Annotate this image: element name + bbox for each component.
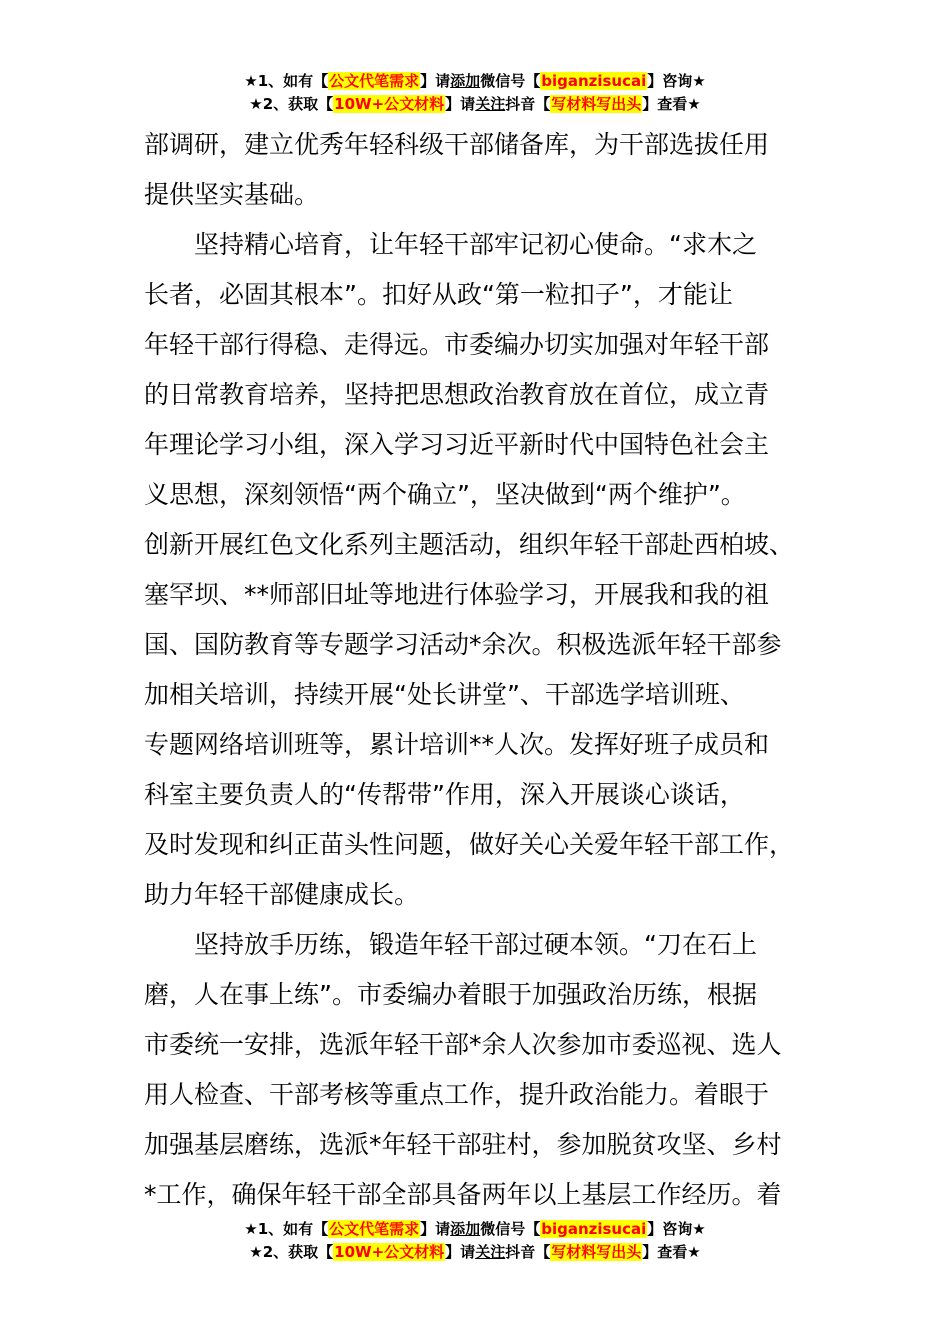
banner-highlight-wechat-id: biganzisucai [541, 1220, 647, 1238]
text-line: 磨，人在事上练”。市委编办着眼于加强政治历练，根据 [144, 980, 757, 1009]
text-line: 长者，必固其根本”。扣好从政“第一粒扣子”，才能让 [144, 280, 733, 309]
banner-text: 2、获取【 [262, 1243, 334, 1261]
banner-underlined: 添加 [450, 1220, 481, 1238]
text-line: 国、国防教育等专题学习活动*余次。积极选派年轻干部参 [144, 630, 782, 659]
banner-text: 】请 [445, 1243, 476, 1261]
paragraph-start-line: 坚持精心培育，让年轻干部牢记初心使命。“求木之 [194, 230, 757, 259]
banner-line-1 [0, 1218, 950, 1241]
banner-text: 】请 [420, 72, 451, 90]
paragraph-start-line: 坚持放手历练，锻造年轻干部过硬本领。“刀在石上 [194, 930, 757, 959]
text-line: *工作，确保年轻干部全部具备两年以上基层工作经历。着 [144, 1180, 782, 1209]
text-line: 创新开展红色文化系列主题活动，组织年轻干部赴西柏坡、 [144, 530, 795, 559]
text-line: 专题网络培训班等，累计培训**人次。发挥好班子成员和 [144, 730, 770, 759]
banner-text: 抖音【 [505, 95, 551, 113]
banner-highlight: 10W+公文材料 [334, 1243, 445, 1261]
header-banner [0, 70, 950, 116]
text-line: 及时发现和纠正苗头性问题，做好关心关爱年轻干部工作， [144, 830, 795, 859]
banner-text: 1、如有【 [257, 72, 329, 90]
banner-text: 抖音【 [505, 1243, 551, 1261]
text-line: 年轻干部行得稳、走得远。市委编办切实加强对年轻干部 [144, 330, 770, 359]
text-line: 助力年轻干部健康成长。 [144, 880, 420, 909]
text-line: 科室主要负责人的“传帮带”作用，深入开展谈心谈话， [144, 780, 745, 809]
banner-text: 】请 [445, 95, 476, 113]
star-icon: ★ [244, 1220, 258, 1238]
star-icon: ★ [692, 72, 706, 90]
banner-line-2 [0, 1241, 950, 1264]
text-line: 加相关培训，持续开展“处长讲堂”、干部选学培训班、 [144, 680, 745, 709]
text-line: 提供坚实基础。 [144, 180, 320, 209]
banner-highlight: 公文代笔需求 [329, 1220, 420, 1238]
text-line: 的日常教育培养，坚持把思想政治教育放在首位，成立青 [144, 380, 770, 409]
banner-underlined: 关注 [475, 95, 506, 113]
text-line: 加强基层磨练，选派*年轻干部驻村，参加脱贫攻坚、乡村 [144, 1130, 782, 1159]
text-line: 塞罕坝、**师部旧址等地进行体验学习，开展我和我的祖 [144, 580, 770, 609]
star-icon: ★ [249, 1243, 263, 1261]
banner-text: 】咨询 [647, 72, 693, 90]
star-icon: ★ [687, 95, 701, 113]
banner-text: 】查看 [642, 1243, 688, 1261]
star-icon: ★ [687, 1243, 701, 1261]
banner-text: 微信号【 [480, 72, 541, 90]
banner-text: 】咨询 [647, 1220, 693, 1238]
banner-line-1 [0, 70, 950, 93]
banner-highlight-douyin: 写材料写出头 [551, 1243, 642, 1261]
banner-underlined: 添加 [450, 72, 481, 90]
banner-underlined: 关注 [475, 1243, 506, 1261]
banner-text: 微信号【 [480, 1220, 541, 1238]
text-line: 部调研，建立优秀年轻科级干部储备库，为干部选拔任用 [144, 130, 770, 159]
document-body [144, 120, 809, 1220]
text-line: 用人检查、干部考核等重点工作，提升政治能力。着眼于 [144, 1080, 770, 1109]
text-line: 义思想，深刻领悟“两个确立”，坚决做到“两个维护”。 [144, 480, 746, 509]
banner-text: 2、获取【 [262, 95, 334, 113]
text-line: 市委统一安排，选派年轻干部*余人次参加市委巡视、选人 [144, 1030, 782, 1059]
footer-banner [0, 1218, 950, 1264]
text-line: 年理论学习小组，深入学习习近平新时代中国特色社会主 [144, 430, 770, 459]
banner-text: 1、如有【 [257, 1220, 329, 1238]
banner-text: 】查看 [642, 95, 688, 113]
star-icon: ★ [244, 72, 258, 90]
star-icon: ★ [692, 1220, 706, 1238]
banner-line-2 [0, 93, 950, 116]
star-icon: ★ [249, 95, 263, 113]
banner-highlight-douyin: 写材料写出头 [551, 95, 642, 113]
banner-highlight-wechat-id: biganzisucai [541, 72, 647, 90]
banner-highlight: 10W+公文材料 [334, 95, 445, 113]
banner-highlight: 公文代笔需求 [329, 72, 420, 90]
banner-text: 】请 [420, 1220, 451, 1238]
